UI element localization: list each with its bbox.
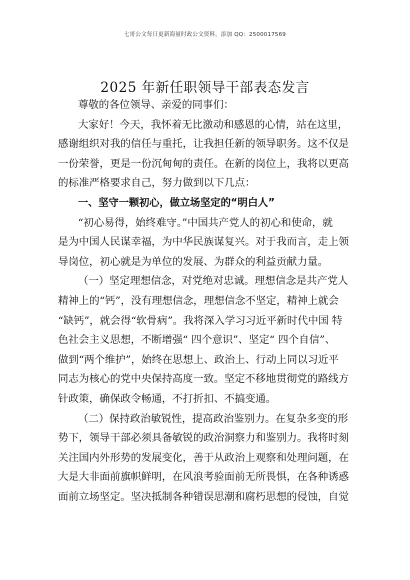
- header-watermark-note: 七哥公文每日更新海量时政公文资料，添加 QQ：2500017569: [123, 32, 286, 38]
- body-line: 精神上的“钙”，没有理想信念，理想信念不坚定，精神上就会: [58, 294, 339, 307]
- body-line: 一份荣誉，更是一份沉甸甸的责任。在新的岗位上，我将以更高: [58, 157, 349, 170]
- body-line: 大家好！今天，我怀着无比激动和感恩的心情，站在这里，: [78, 118, 349, 131]
- section-heading-1: 一、坚守一颗初心，做立场坚定的“明白人”: [78, 197, 275, 209]
- salutation-line: 尊敬的各位领导、亲爱的同事们：: [78, 99, 234, 111]
- body-line: 势下，领导干部必须具备敏锐的政治洞察力和鉴别力。我将时刻: [58, 432, 349, 445]
- body-line: 面前立场坚定。坚决抵制各种错误思潮和腐朽思想的侵蚀，自觉: [58, 490, 349, 503]
- body-line: 色社会主义思想，不断增强“ 四个意识”、坚定“ 四个自信”、: [58, 334, 336, 347]
- body-line: 关注国内外形势的发展变化，善于从政治上观察和处理问题，在: [58, 451, 349, 464]
- document-title: 2025 年新任职领导干部表态发言: [100, 80, 310, 96]
- body-line: 是为中国人民谋幸福，为中华民族谋复兴。对于我而言，走上领: [58, 236, 349, 249]
- body-line: 大是大非面前旗帜鲜明，在风浪考验面前无所畏惧，在各种诱惑: [58, 471, 349, 484]
- document-body: [58, 96, 366, 507]
- body-line: 针政策，确保政令畅通，不打折扣、不搞变通。: [58, 392, 277, 405]
- body-line: 做到“两个维护”，始终在思想上、政治上、行动上同以习近平: [58, 353, 339, 366]
- body-line: 导岗位，初心就是为单位的发展、为群众的利益贡献力量。: [58, 255, 329, 268]
- body-line: 同志为核心的党中央保持高度一致。坚定不移地贯彻党的路线方: [58, 373, 349, 386]
- subsection-line: （一）坚定理想信念，对党绝对忠诚。理想信念是共产党人: [78, 275, 349, 288]
- subsection-line: （二）保持政治敏锐性，提高政治鉴别力。在复杂多变的形: [78, 412, 349, 425]
- body-line: 感谢组织对我的信任与重托，让我担任新的领导职务。这不仅是: [58, 138, 349, 151]
- body-line: “缺钙”，就会得“软骨病”。我将深入学习习近平新时代中国 特: [58, 314, 343, 327]
- body-line: “初心易得，始终难守。”中国共产党人的初心和使命，就: [78, 216, 333, 229]
- body-line: 的标准严格要求自己，努力做到以下几点：: [58, 177, 256, 190]
